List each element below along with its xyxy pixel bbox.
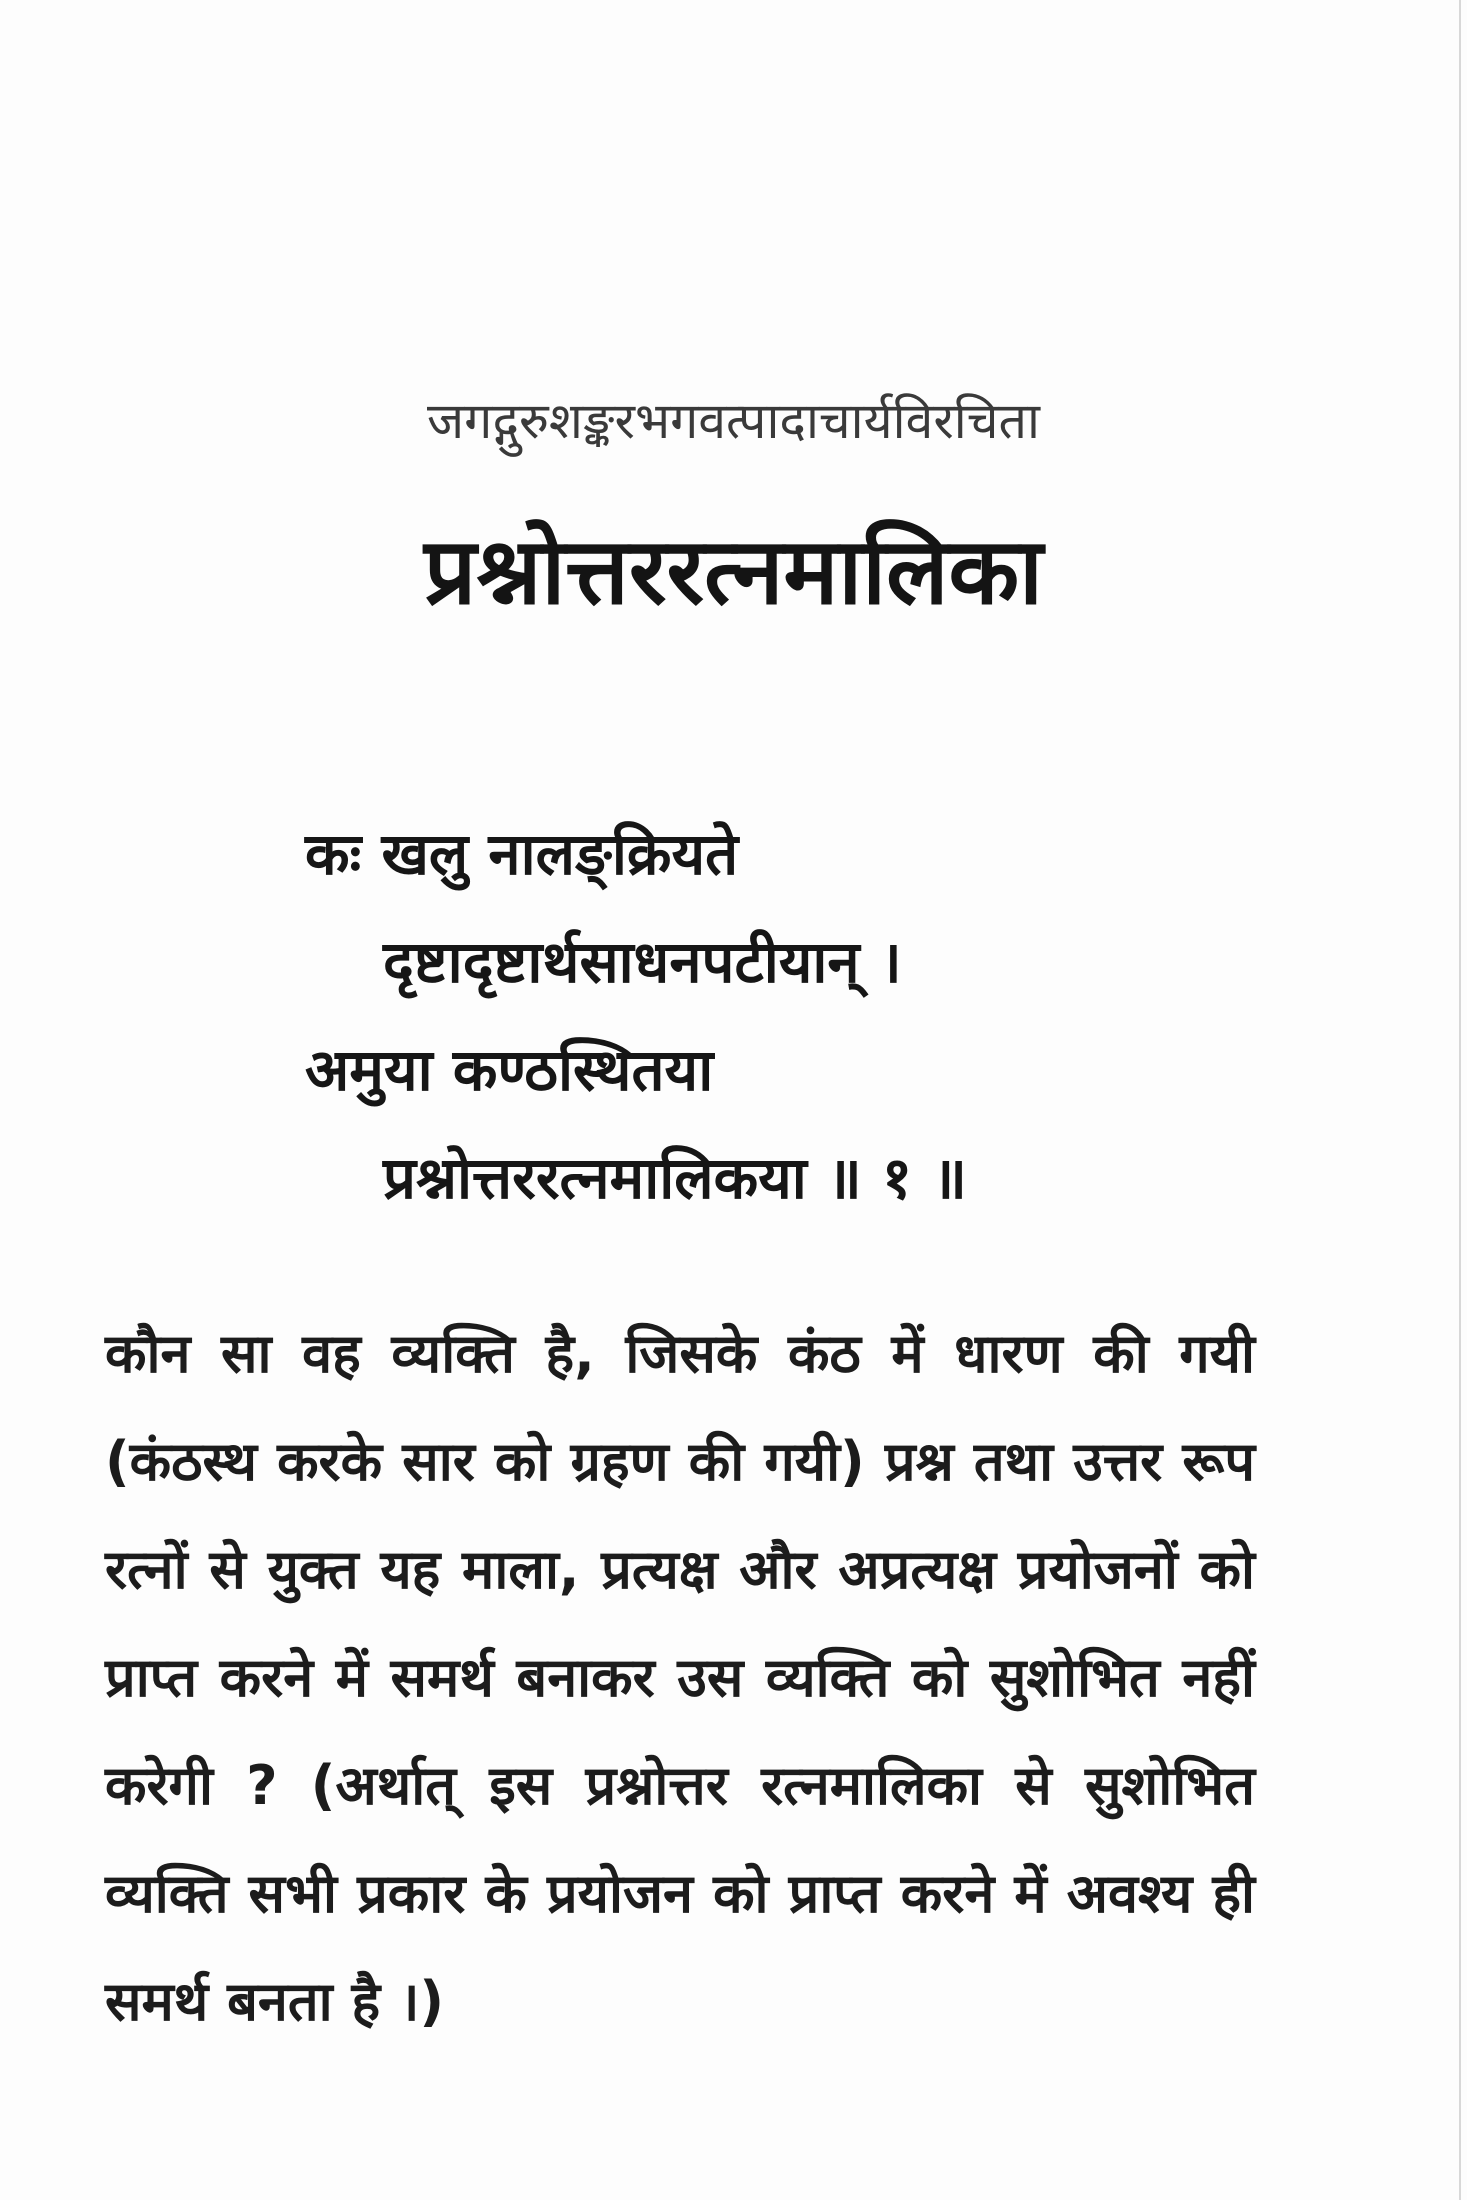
sanskrit-verse — [305, 800, 1305, 1232]
verse-line-4: प्रश्नोत्तररत्नमालिकया ॥ १ ॥ — [383, 1144, 968, 1212]
hindi-translation: कौन सा वह व्यक्ति है, जिसके कंठ में धारण की गयी (कंठस्थ करके सार को ग्रहण की गयी) प्रश्न तथा उत्तर रूप रत्नों से युक्त यह माला, प्रत्यक्ष और अप्रत्यक्ष प्रयोजनों को प्राप्त करने में समर्थ बनाकर उस व्यक्ति को सुशोभित नहीं करेगी ? (अर्थात् इस प्रश्नोत्तर रत्नमालिका से सुशोभित व्यक्ति सभी प्रकार के प्रयोजन को प्राप्त करने में अवश्य ही समर्थ बनता है ।) — [105, 1322, 1255, 2033]
page-edge-shadow — [1459, 0, 1461, 2200]
verse-line-2: दृष्टादृष्टार्थसाधनपटीयान् । — [383, 928, 902, 996]
page-title: प्रश्नोत्तररत्नमालिका — [424, 518, 1043, 625]
verse-line-3: अमुया कण्ठस्थितया — [305, 1036, 714, 1104]
page-subtitle: जगद्गुरुशङ्करभगवत्पादाचार्यविरचिता — [427, 392, 1040, 450]
verse-line-1: कः खलु नालङ्क्रियते — [305, 820, 739, 888]
